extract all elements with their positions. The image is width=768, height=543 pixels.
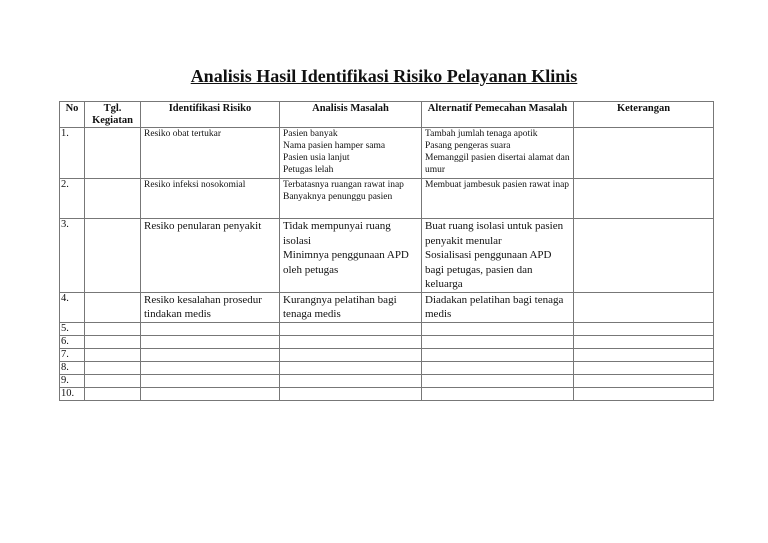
cell-analisis-masalah-line: Terbatasnya ruangan rawat inap bbox=[283, 180, 404, 190]
cell-alternatif-pemecahan bbox=[422, 335, 574, 348]
cell-identifikasi-risiko bbox=[141, 335, 280, 348]
header-analisis-masalah: Analisis Masalah bbox=[280, 102, 422, 128]
cell-tgl-kegiatan bbox=[85, 374, 141, 387]
cell-no: 8. bbox=[60, 361, 85, 374]
cell-alternatif-pemecahan-line: Membuat jambesuk pasien rawat inap bbox=[425, 180, 570, 190]
cell-analisis-masalah-line: Nama pasien hamper sama bbox=[283, 141, 386, 151]
cell-analisis-masalah-line: Tidak mempunyai ruang isolasi bbox=[283, 220, 391, 247]
cell-keterangan bbox=[574, 292, 714, 322]
cell-tgl-kegiatan bbox=[85, 348, 141, 361]
header-keterangan: Keterangan bbox=[574, 102, 714, 128]
cell-keterangan bbox=[574, 179, 714, 219]
cell-no: 7. bbox=[60, 348, 85, 361]
cell-identifikasi-risiko: Resiko penularan penyakit bbox=[141, 219, 280, 293]
cell-analisis-masalah-line: Minimnya penggunaan APD oleh petugas bbox=[283, 249, 409, 276]
cell-tgl-kegiatan bbox=[85, 387, 141, 400]
table-row bbox=[60, 219, 714, 293]
cell-keterangan bbox=[574, 374, 714, 387]
cell-identifikasi-risiko: Resiko kesalahan prosedur tindakan medis bbox=[141, 292, 280, 322]
cell-identifikasi-risiko: Resiko infeksi nosokomial bbox=[141, 179, 280, 219]
cell-tgl-kegiatan bbox=[85, 128, 141, 179]
cell-analisis-masalah bbox=[280, 322, 422, 335]
header-alternatif-pemecahan: Alternatif Pemecahan Masalah bbox=[422, 102, 574, 128]
cell-analisis-masalah-line: Petugas lelah bbox=[283, 165, 334, 175]
header-no: No bbox=[60, 102, 85, 128]
cell-alternatif-pemecahan bbox=[422, 387, 574, 400]
cell-keterangan bbox=[574, 348, 714, 361]
risk-analysis-table bbox=[59, 101, 714, 401]
cell-analisis-masalah-line: Banyaknya penunggu pasien bbox=[283, 192, 393, 202]
cell-analisis-masalah bbox=[280, 387, 422, 400]
cell-alternatif-pemecahan-line: Sosialisasi penggunaan APD bagi petugas, pasien dan keluarga bbox=[425, 249, 552, 290]
table-row bbox=[60, 387, 714, 400]
cell-keterangan bbox=[574, 387, 714, 400]
cell-analisis-masalah-line: Pasien banyak bbox=[283, 129, 338, 139]
cell-alternatif-pemecahan-line: Tambah jumlah tenaga apotik bbox=[425, 129, 538, 139]
header-identifikasi-risiko: Identifikasi Risiko bbox=[141, 102, 280, 128]
cell-identifikasi-risiko bbox=[141, 374, 280, 387]
cell-tgl-kegiatan bbox=[85, 322, 141, 335]
cell-no: 6. bbox=[60, 335, 85, 348]
cell-tgl-kegiatan bbox=[85, 335, 141, 348]
cell-analisis-masalah bbox=[280, 292, 422, 322]
cell-alternatif-pemecahan bbox=[422, 128, 574, 179]
cell-no: 5. bbox=[60, 322, 85, 335]
cell-no: 3. bbox=[60, 219, 85, 293]
cell-alternatif-pemecahan-line: Pasang pengeras suara bbox=[425, 141, 511, 151]
cell-keterangan bbox=[574, 335, 714, 348]
table-row bbox=[60, 179, 714, 219]
cell-alternatif-pemecahan bbox=[422, 322, 574, 335]
cell-analisis-masalah bbox=[280, 348, 422, 361]
cell-identifikasi-risiko bbox=[141, 322, 280, 335]
cell-analisis-masalah-line: Pasien usia lanjut bbox=[283, 153, 350, 163]
cell-analisis-masalah bbox=[280, 219, 422, 293]
cell-tgl-kegiatan bbox=[85, 219, 141, 293]
table-row bbox=[60, 348, 714, 361]
cell-analisis-masalah bbox=[280, 128, 422, 179]
cell-no: 2. bbox=[60, 179, 85, 219]
cell-no: 1. bbox=[60, 128, 85, 179]
cell-keterangan bbox=[574, 361, 714, 374]
cell-tgl-kegiatan bbox=[85, 361, 141, 374]
table-header-row bbox=[60, 102, 714, 128]
cell-alternatif-pemecahan bbox=[422, 292, 574, 322]
cell-tgl-kegiatan bbox=[85, 292, 141, 322]
document-title: Analisis Hasil Identifikasi Risiko Pelayanan Klinis bbox=[190, 66, 578, 86]
table-row bbox=[60, 322, 714, 335]
cell-identifikasi-risiko: Resiko obat tertukar bbox=[141, 128, 280, 179]
table-row bbox=[60, 128, 714, 179]
table-row bbox=[60, 292, 714, 322]
cell-no: 4. bbox=[60, 292, 85, 322]
table-row bbox=[60, 374, 714, 387]
cell-identifikasi-risiko bbox=[141, 361, 280, 374]
cell-keterangan bbox=[574, 128, 714, 179]
cell-alternatif-pemecahan bbox=[422, 361, 574, 374]
cell-analisis-masalah-line: Kurangnya pelatihan bagi tenaga medis bbox=[283, 293, 397, 320]
cell-identifikasi-risiko bbox=[141, 387, 280, 400]
header-tgl-kegiatan: Tgl. Kegiatan bbox=[85, 102, 141, 128]
cell-alternatif-pemecahan bbox=[422, 348, 574, 361]
cell-analisis-masalah bbox=[280, 179, 422, 219]
cell-analisis-masalah bbox=[280, 374, 422, 387]
cell-keterangan bbox=[574, 219, 714, 293]
cell-identifikasi-risiko bbox=[141, 348, 280, 361]
cell-analisis-masalah bbox=[280, 361, 422, 374]
cell-tgl-kegiatan bbox=[85, 179, 141, 219]
cell-alternatif-pemecahan bbox=[422, 219, 574, 293]
cell-alternatif-pemecahan bbox=[422, 179, 574, 219]
table-row bbox=[60, 335, 714, 348]
cell-alternatif-pemecahan-line: Memanggil pasien disertai alamat dan umur bbox=[425, 153, 570, 175]
table-row bbox=[60, 361, 714, 374]
cell-no: 10. bbox=[60, 387, 85, 400]
cell-alternatif-pemecahan-line: Diadakan pelatihan bagi tenaga medis bbox=[425, 293, 564, 320]
cell-alternatif-pemecahan bbox=[422, 374, 574, 387]
cell-no: 9. bbox=[60, 374, 85, 387]
cell-analisis-masalah bbox=[280, 335, 422, 348]
cell-alternatif-pemecahan-line: Buat ruang isolasi untuk pasien penyakit menular bbox=[425, 220, 564, 247]
cell-keterangan bbox=[574, 322, 714, 335]
